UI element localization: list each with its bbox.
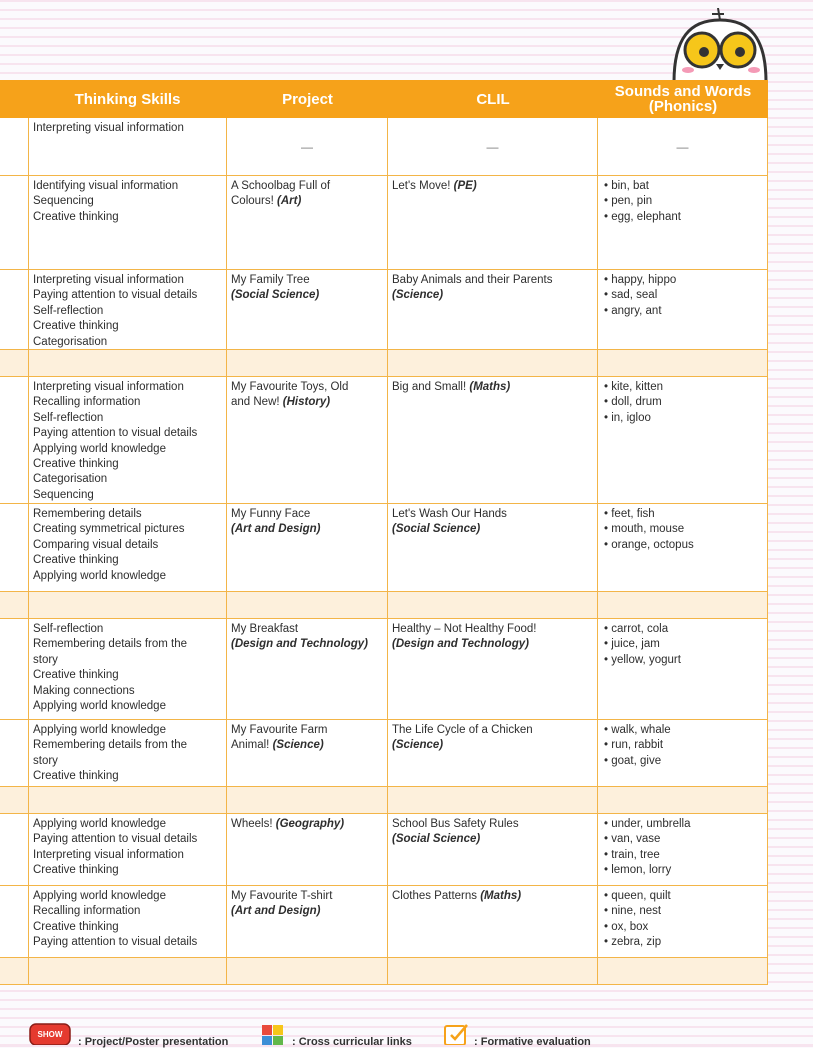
phonics-word-pair: • lemon, lorry (604, 863, 763, 878)
owl-mascot-icon (668, 8, 772, 82)
table-row (0, 814, 768, 886)
phonics-word-pair: • queen, quilt (604, 889, 763, 904)
thinking-skill: Creative thinking (33, 458, 119, 471)
thinking-skill: Creative thinking (33, 669, 119, 682)
clil-cell (388, 592, 598, 618)
project-title: My Family Tree (231, 274, 310, 286)
thinking-skill: Creative thinking (33, 320, 119, 333)
section-divider-row (0, 350, 768, 377)
clil-subject: (Maths) (469, 381, 511, 393)
thinking-skill: Interpreting visual information (33, 848, 184, 861)
project-subject: (Art and Design) (231, 523, 321, 536)
phonics-word-pair: • walk, whale (604, 723, 763, 738)
phonics-cell (598, 176, 768, 269)
thinking-skill: Making connections (33, 684, 135, 697)
project-subject: (Social Science) (231, 289, 320, 302)
phonics-cell (598, 619, 768, 719)
phonics-word-pair: • bin, bat (604, 179, 763, 194)
project-title: My Favourite Farm (231, 724, 328, 736)
table-row (0, 118, 768, 176)
clil-dash: — (486, 140, 499, 154)
thinking-skills-cell (28, 787, 227, 813)
phonics-cell (598, 720, 768, 786)
legend-formative-evaluation: : Formative evaluation (474, 1036, 591, 1048)
project-cell (227, 619, 388, 719)
thinking-skills-cell (28, 270, 227, 349)
phonics-word-pair: • doll, drum (604, 395, 763, 410)
thinking-skills-cell (28, 176, 227, 269)
project-subject: (Design and Technology) (231, 638, 368, 651)
project-title: My Funny Face (231, 508, 311, 520)
project-title: Animal! (231, 739, 270, 752)
thinking-skill: Creative thinking (33, 864, 119, 877)
legend-project-poster: : Project/Poster presentation (78, 1036, 229, 1048)
header-sounds-and-words (598, 80, 768, 118)
table-row (0, 619, 768, 720)
clil-title: Let's Move! (392, 180, 451, 192)
clil-subject: (Science) (392, 289, 444, 302)
thinking-skills-cell (28, 118, 227, 175)
project-cell (227, 350, 388, 376)
clil-cell (388, 176, 598, 269)
phonics-cell (598, 886, 768, 957)
project-cell (227, 377, 388, 503)
project-title: and New! (231, 396, 280, 409)
legend-cross-curricular: : Cross curricular links (292, 1036, 412, 1048)
cross-curricular-icon (262, 1025, 284, 1045)
thinking-skills-cell (28, 592, 227, 618)
thinking-skill: Interpreting visual information (33, 122, 184, 134)
clil-subject: (Design and Technology) (392, 638, 529, 651)
clil-subject: (Social Science) (392, 833, 481, 846)
project-title: Wheels! (231, 818, 273, 830)
thinking-skill: Applying world knowledge (33, 569, 166, 582)
phonics-word-pair: • sad, seal (604, 288, 763, 303)
phonics-word-pair: • juice, jam (604, 637, 763, 652)
project-title: Colours! (231, 195, 274, 208)
thinking-skill: Self-reflection (33, 304, 104, 317)
thinking-skill: Paying attention to visual details (33, 936, 198, 949)
clil-title: Healthy – Not Healthy Food! (392, 623, 537, 635)
thinking-skills-cell (28, 504, 227, 591)
thinking-skill: Recalling information (33, 396, 141, 409)
thinking-skill: Remembering details from the (33, 739, 188, 752)
phonics-word-pair: • angry, ant (604, 304, 763, 319)
thinking-skill: Categorisation (33, 335, 108, 348)
table-row (0, 176, 768, 270)
thinking-skill: Creative thinking (33, 210, 119, 223)
phonics-cell (598, 350, 768, 376)
thinking-skill: Categorisation (33, 473, 108, 486)
section-divider-row (0, 958, 768, 985)
clil-cell (388, 377, 598, 503)
thinking-skill: story (33, 653, 58, 666)
thinking-skill: Creative thinking (33, 554, 119, 567)
table-header (0, 80, 768, 118)
phonics-word-pair: • kite, kitten (604, 380, 763, 395)
formative-evaluation-icon (443, 1023, 471, 1045)
clil-title: Clothes Patterns (392, 890, 478, 902)
thinking-skill: Sequencing (33, 488, 94, 501)
clil-title: Big and Small! (392, 381, 467, 393)
phonics-cell (598, 787, 768, 813)
phonics-word-pair: • goat, give (604, 754, 763, 769)
clil-title: School Bus Safety Rules (392, 818, 519, 830)
table-row (0, 377, 768, 504)
project-subject: (Art and Design) (231, 905, 321, 918)
thinking-skills-cell (28, 720, 227, 786)
phonics-word-pair: • nine, nest (604, 904, 763, 919)
thinking-skill: Paying attention to visual details (33, 833, 198, 846)
clil-cell (388, 619, 598, 719)
phonics-word-pair: • in, igloo (604, 411, 763, 426)
clil-cell (388, 958, 598, 984)
phonics-word-pair: • yellow, yogurt (604, 653, 763, 668)
thinking-skill: Paying attention to visual details (33, 427, 198, 440)
project-title: My Favourite Toys, Old (231, 381, 349, 393)
project-cell (227, 886, 388, 957)
thinking-skill: Creative thinking (33, 920, 119, 933)
clil-cell (388, 787, 598, 813)
thinking-skill: Remembering details from the (33, 638, 188, 651)
thinking-skill: Applying world knowledge (33, 724, 166, 736)
clil-cell (388, 270, 598, 349)
show-badge-label: SHOW (37, 1030, 63, 1039)
thinking-skills-cell (28, 377, 227, 503)
project-subject: (History) (282, 396, 331, 409)
thinking-skill: Comparing visual details (33, 538, 159, 551)
phonics-cell (598, 814, 768, 885)
clil-cell (388, 814, 598, 885)
table-row (0, 886, 768, 958)
table-row (0, 504, 768, 592)
phonics-cell (598, 270, 768, 349)
clil-title: Let's Wash Our Hands (392, 508, 507, 520)
section-divider-row (0, 787, 768, 814)
clil-subject: (Science) (392, 739, 444, 752)
header-clil: CLIL (476, 90, 510, 108)
thinking-skills-cell (28, 886, 227, 957)
header-thinking-skills: Thinking Skills (74, 90, 181, 108)
thinking-skill: Applying world knowledge (33, 442, 166, 455)
project-subject: (Science) (272, 739, 324, 752)
phonics-dash: — (676, 140, 689, 154)
project-cell (227, 720, 388, 786)
clil-subject: (Social Science) (392, 523, 481, 536)
header-sounds-line2: (Phonics) (648, 98, 718, 115)
thinking-skills-cell (28, 958, 227, 984)
thinking-skill: Sequencing (33, 195, 94, 208)
thinking-skill: Creating symmetrical pictures (33, 523, 185, 536)
phonics-cell (598, 504, 768, 591)
header-project: Project (282, 90, 333, 108)
thinking-skills-cell (28, 814, 227, 885)
phonics-word-pair: • egg, elephant (604, 210, 763, 225)
phonics-word-pair: • van, vase (604, 832, 763, 847)
table-row (0, 720, 768, 787)
project-dash: — (301, 140, 313, 154)
phonics-word-pair: • under, umbrella (604, 817, 763, 832)
thinking-skill: Recalling information (33, 905, 141, 918)
phonics-cell (598, 377, 768, 503)
clil-title: The Life Cycle of a Chicken (392, 724, 533, 736)
thinking-skill: Creative thinking (33, 770, 119, 783)
section-divider-row (0, 592, 768, 619)
thinking-skill: Paying attention to visual details (33, 289, 198, 302)
thinking-skills-cell (28, 350, 227, 376)
header-sounds-line1: Sounds and Words (614, 83, 752, 100)
phonics-word-pair: • feet, fish (604, 507, 763, 522)
thinking-skill: Applying world knowledge (33, 700, 166, 713)
clil-cell (388, 720, 598, 786)
project-cell (227, 592, 388, 618)
project-cell (227, 814, 388, 885)
clil-subject: (Maths) (480, 890, 522, 902)
phonics-word-pair: • happy, hippo (604, 273, 763, 288)
project-cell (227, 504, 388, 591)
project-cell (227, 958, 388, 984)
thinking-skill: Applying world knowledge (33, 818, 166, 830)
thinking-skills-cell (28, 619, 227, 719)
project-title: A Schoolbag Full of (231, 180, 331, 192)
phonics-word-pair: • orange, octopus (604, 538, 763, 553)
phonics-word-pair: • train, tree (604, 848, 763, 863)
phonics-word-pair: • run, rabbit (604, 738, 763, 753)
phonics-word-pair: • pen, pin (604, 194, 763, 209)
phonics-word-pair: • ox, box (604, 920, 763, 935)
clil-cell (388, 118, 598, 175)
phonics-word-pair: • zebra, zip (604, 935, 763, 950)
clil-title: Baby Animals and their Parents (392, 274, 553, 286)
project-subject: (Geography) (275, 818, 345, 830)
footer-legend (0, 1018, 813, 1048)
clil-subject: (PE) (453, 180, 477, 192)
phonics-word-pair: • carrot, cola (604, 622, 763, 637)
thinking-skill: Applying world knowledge (33, 890, 166, 902)
thinking-skill: Identifying visual information (33, 180, 179, 192)
project-cell (227, 176, 388, 269)
phonics-cell (598, 958, 768, 984)
clil-cell (388, 504, 598, 591)
table-row (0, 270, 768, 350)
thinking-skill: Interpreting visual information (33, 381, 184, 393)
project-cell (227, 270, 388, 349)
project-title: My Breakfast (231, 623, 299, 635)
phonics-cell (598, 592, 768, 618)
show-badge-icon (28, 1020, 72, 1045)
thinking-skill: story (33, 754, 58, 767)
project-cell (227, 787, 388, 813)
phonics-word-pair: • mouth, mouse (604, 522, 763, 537)
thinking-skill: Self-reflection (33, 411, 104, 424)
clil-cell (388, 350, 598, 376)
clil-cell (388, 886, 598, 957)
phonics-cell (598, 118, 768, 175)
project-cell (227, 118, 388, 175)
thinking-skill: Self-reflection (33, 623, 104, 635)
thinking-skill: Remembering details (33, 508, 142, 520)
thinking-skill: Interpreting visual information (33, 274, 184, 286)
project-title: My Favourite T-shirt (231, 890, 333, 902)
project-subject: (Art) (277, 195, 302, 208)
